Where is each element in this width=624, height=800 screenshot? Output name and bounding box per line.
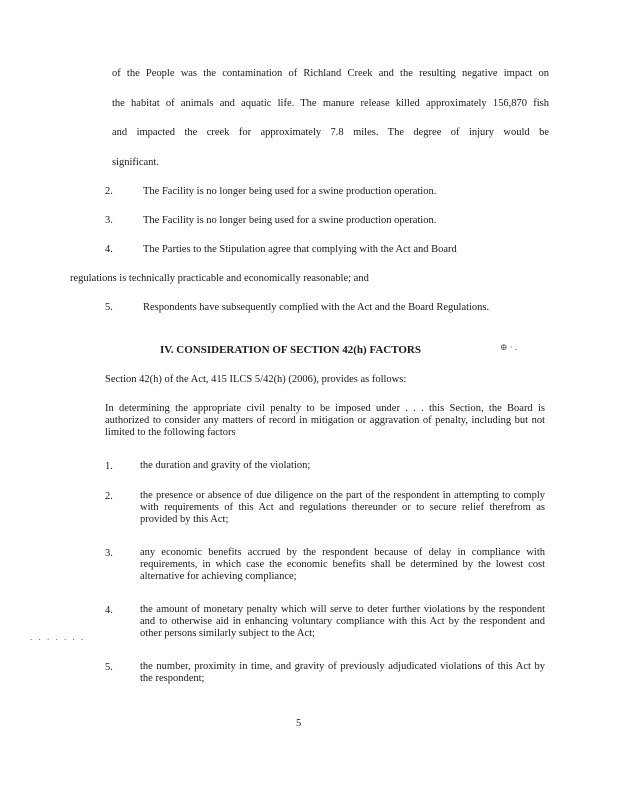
fact-text-continuation: regulations is technically practicable and economically reasonable; and xyxy=(70,273,369,284)
fact-text: The Facility is no longer being used for a swine production operation. xyxy=(143,186,437,197)
factor-number: 2. xyxy=(105,491,113,502)
fact-number: 3. xyxy=(105,215,113,226)
section-intro: Section 42(h) of the Act, 415 ILCS 5/42(h) (2006), provides as follows: xyxy=(105,374,407,385)
intro-line-1: of the People was the contamination of Richland Creek and the resulting negative impact on xyxy=(112,68,549,79)
intro-line-2: the habitat of animals and aquatic life. The manure release killed approximately 156,870 fish xyxy=(112,98,549,109)
factor-text: the amount of monetary penalty which will serve to deter further violations by the respondent and to otherwise aid in enhancing voluntary compliance with this Act by the respondent and other persons similarly subject to the Act; xyxy=(140,604,545,639)
factor-text: the number, proximity in time, and gravity of previously adjudicated violations of this Act by the respondent; xyxy=(140,661,545,684)
factor-text: any economic benefits accrued by the respondent because of delay in compliance with requirements, in which case the economic benefits shall be determined by the lowest cost alternative for achieving compliance; xyxy=(140,547,545,582)
factor-number: 3. xyxy=(105,548,113,559)
fact-text: The Facility is no longer being used for a swine production operation. xyxy=(143,215,437,226)
intro-line-3: and impacted the creek for approximately 7.8 miles. The degree of injury would be xyxy=(112,127,549,138)
fact-text: Respondents have subsequently complied with the Act and the Board Regulations. xyxy=(143,302,490,313)
factor-text: the duration and gravity of the violation; xyxy=(140,460,311,471)
fact-number: 5. xyxy=(105,302,113,313)
fact-text: The Parties to the Stipulation agree that complying with the Act and Board xyxy=(143,244,457,255)
fact-number: 2. xyxy=(105,186,113,197)
factor-number: 5. xyxy=(105,662,113,673)
stamp-mark: ⊕ · . xyxy=(500,342,518,352)
margin-dots: . . . . . . . xyxy=(30,632,86,642)
factor-number: 4. xyxy=(105,605,113,616)
fact-number: 4. xyxy=(105,244,113,255)
page-number: 5 xyxy=(296,718,302,729)
intro-line-4: significant. xyxy=(112,157,159,168)
factor-number: 1. xyxy=(105,461,113,472)
factor-text: the presence or absence of due diligence on the part of the respondent in attempting to comply with requirements of this Act and regulations thereunder or to secure relief therefrom as provided by this Act; xyxy=(140,490,545,525)
quote-intro: In determining the appropriate civil penalty to be imposed under . . . this Section, the Board is authorized to consider any matters of record in mitigation or aggravation of penalty, including but not limited to the following factors xyxy=(105,403,545,438)
section-heading: IV. CONSIDERATION OF SECTION 42(h) FACTORS xyxy=(160,344,421,356)
